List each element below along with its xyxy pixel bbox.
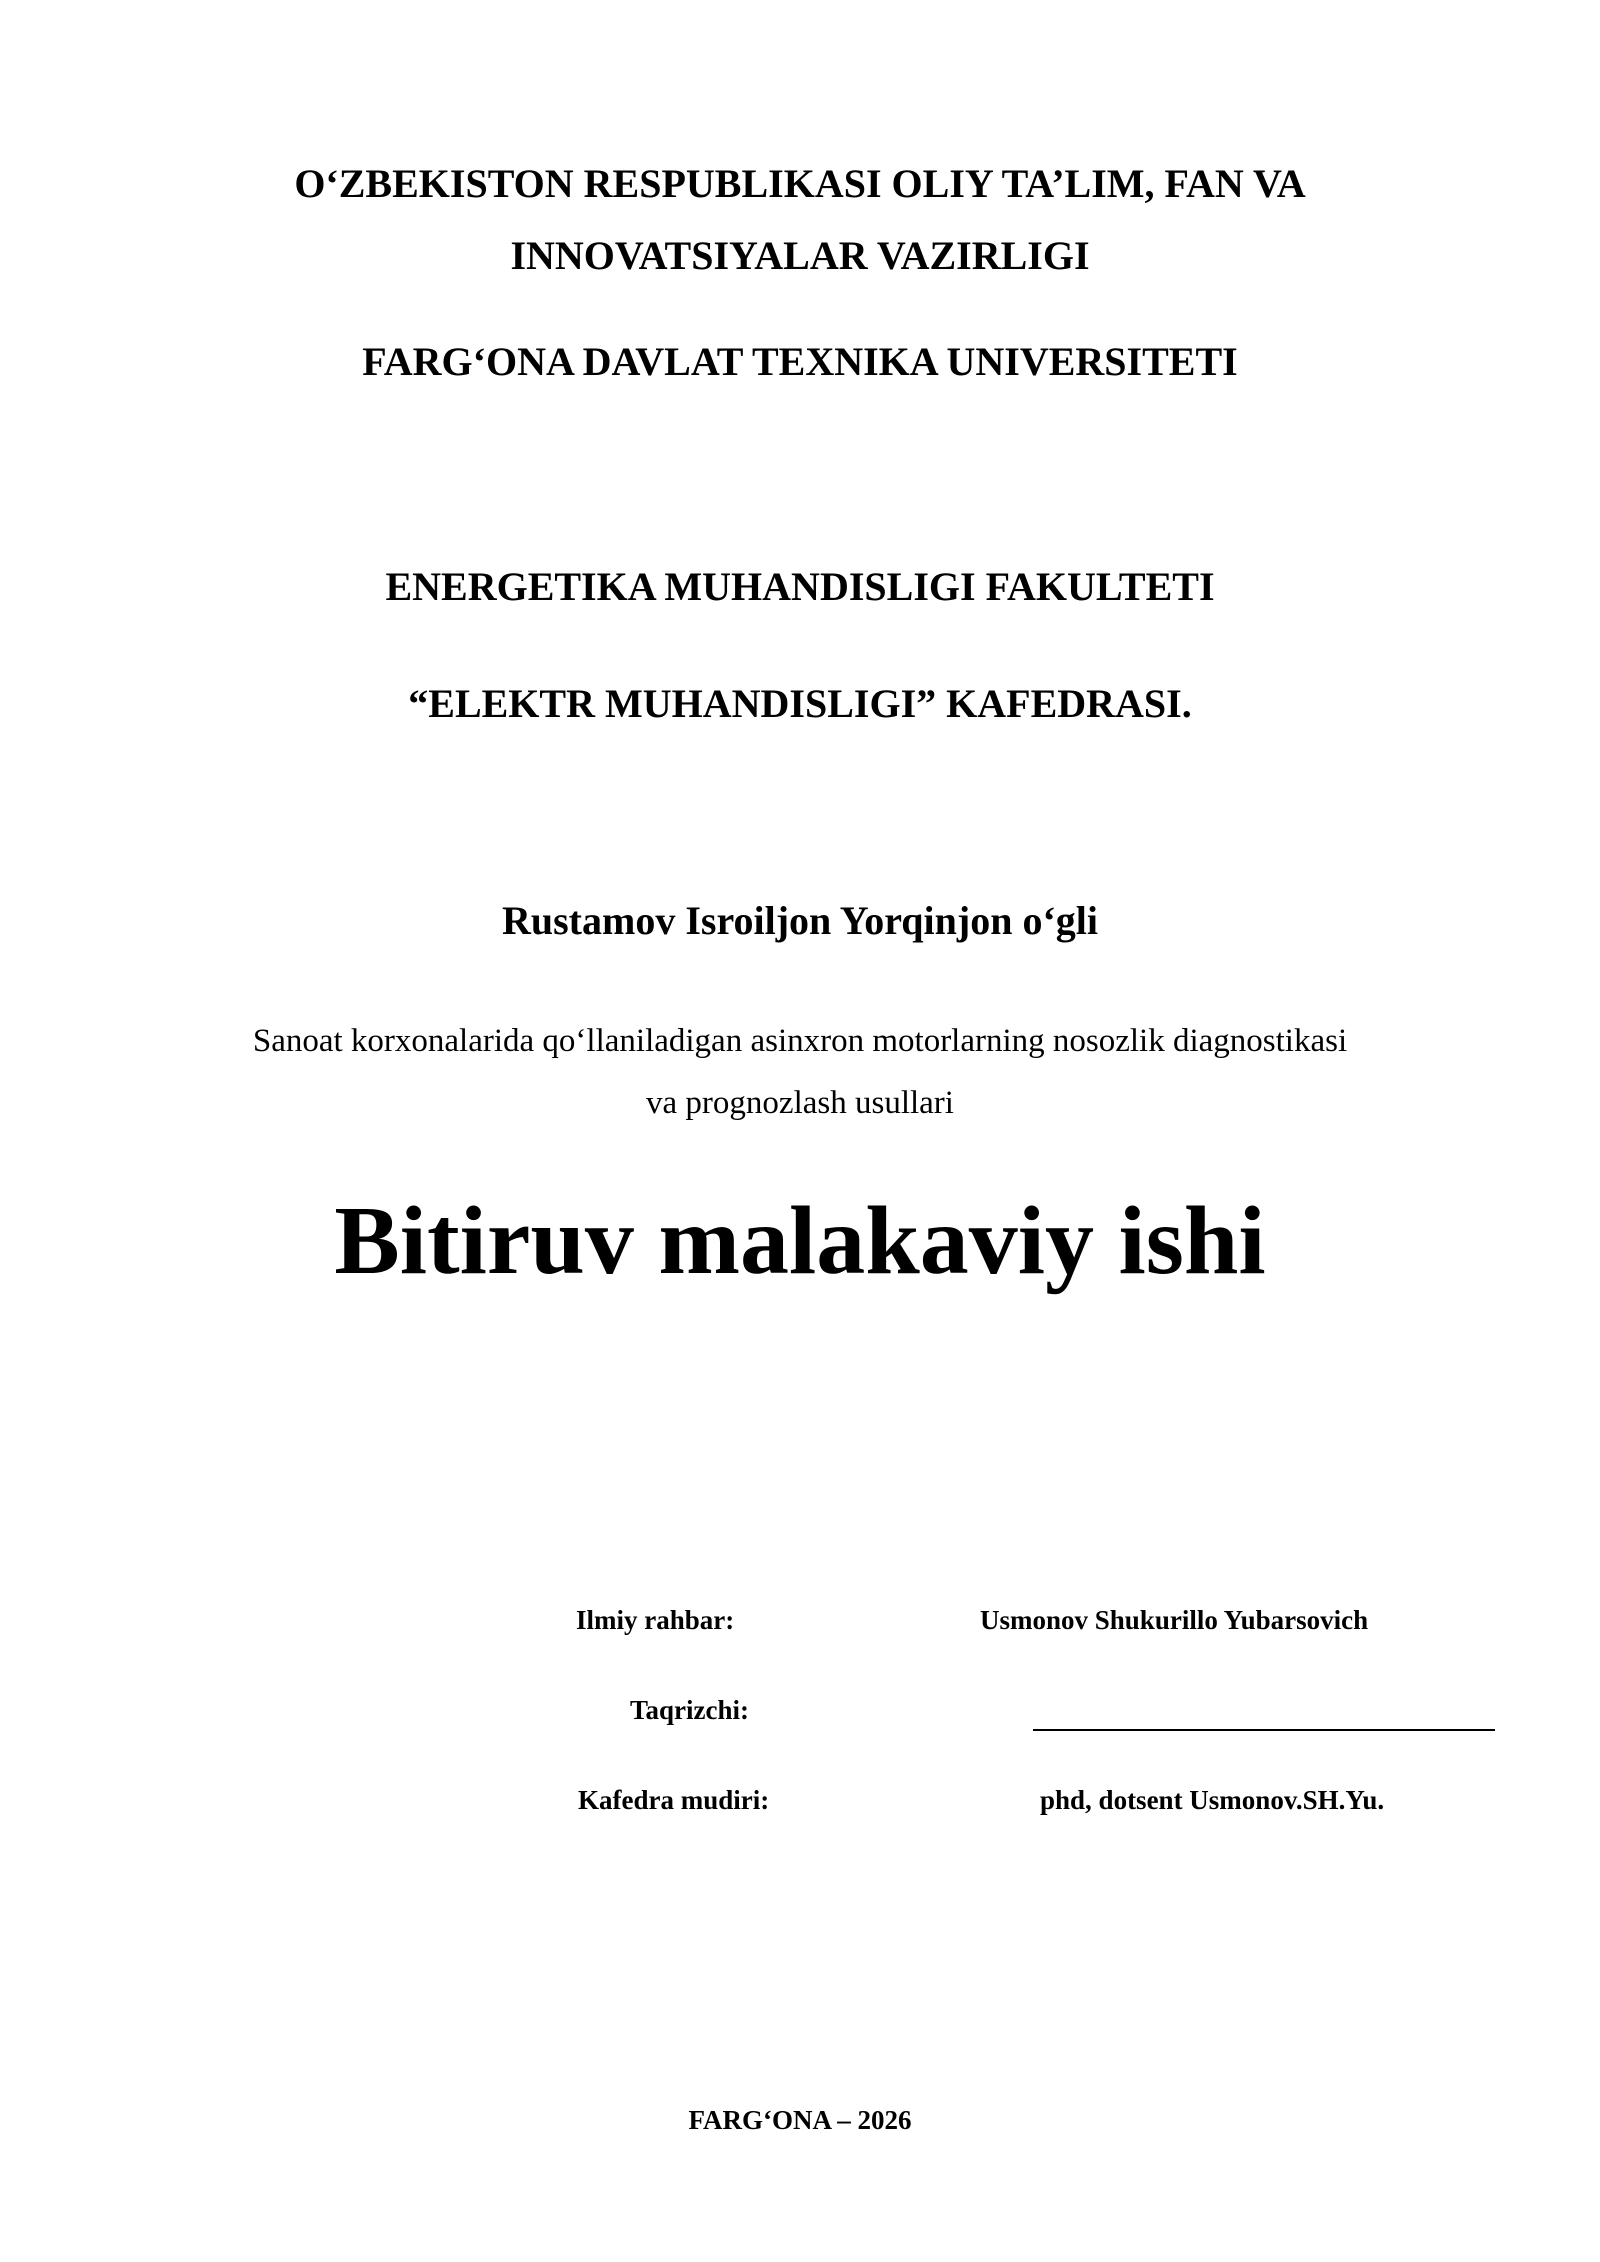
reviewer-row [0, 1695, 1600, 1735]
topic-line-2: va prognozlash usullari [646, 1085, 954, 1121]
department-head-label: Kafedra mudiri: [578, 1785, 770, 1815]
ministry-line-2: INNOVATSIYALAR VAZIRLIGI [510, 233, 1090, 278]
reviewer-signature-line [1033, 1729, 1495, 1731]
topic-line-1: Sanoat korxonalarida qo‘llaniladigan asinxron motorlarning nosozlik diagnostikasi [252, 1023, 1348, 1059]
department-head-row [0, 1785, 1600, 1825]
university-name: FARG‘ONA DAVLAT TEXNIKA UNIVERSITETI [362, 339, 1238, 384]
reviewer-label: Taqrizchi: [630, 1695, 750, 1725]
ministry-heading [0, 148, 1600, 292]
faculty-name: ENERGETIKA MUHANDISLIGI FAKULTETI [385, 564, 1215, 609]
thesis-topic [0, 1010, 1600, 1134]
ministry-line-1: O‘ZBEKISTON RESPUBLIKASI OLIY TA’LIM, FAN VA [294, 161, 1306, 206]
author-name: Rustamov Isroiljon Yorqinjon o‘gli [501, 898, 1098, 943]
work-type-title: Bitiruv malakaviy ishi [334, 1187, 1266, 1295]
supervisor-row [0, 1605, 1600, 1645]
department-head-name: phd, dotsent Usmonov.SH.Yu. [1040, 1785, 1385, 1815]
city-year: FARG‘ONA – 2026 [688, 2105, 912, 2135]
supervisor-label: Ilmiy rahbar: [576, 1605, 735, 1635]
department-name: “ELEKTR MUHANDISLIGI” KAFEDRASI. [408, 681, 1192, 726]
supervisor-name: Usmonov Shukurillo Yubarsovich [980, 1605, 1369, 1635]
